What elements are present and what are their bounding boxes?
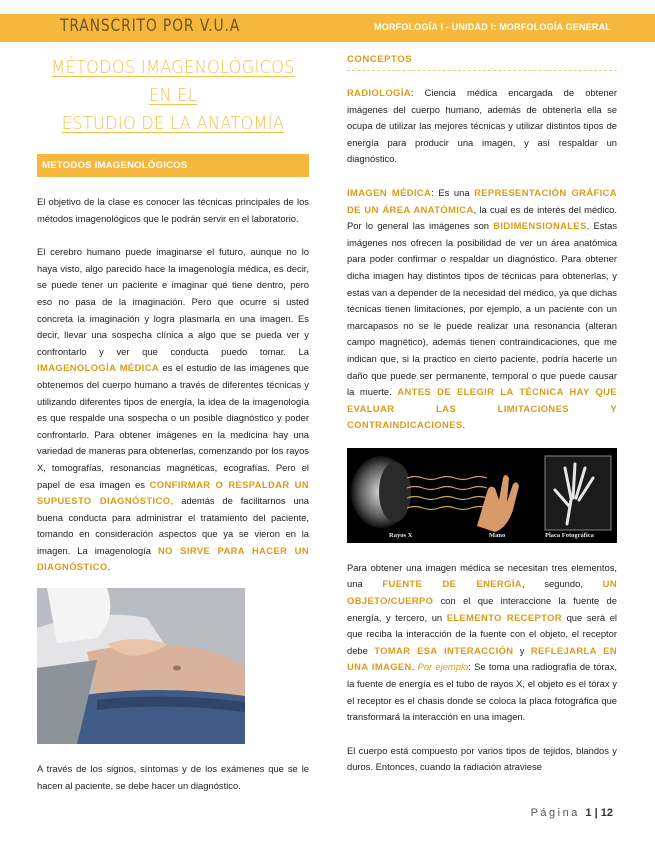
paragraph-imaging-intro xyxy=(37,244,309,576)
page-total: 12 xyxy=(600,807,613,819)
highlight-term: CONFIRMAR O RESPALDAR UN SUPUESTO DIAGNÓSTICO, xyxy=(37,478,310,507)
text-run: con el que interaccione la fuente de energía, y tercero, un xyxy=(347,595,617,623)
page-number xyxy=(531,807,613,819)
concept-radiologia xyxy=(347,85,617,168)
concept-imagen-medica xyxy=(347,185,617,434)
highlight-term: NO SIRVE PARA HACER UN DIAGNÓSTICO xyxy=(37,544,310,573)
highlight-term: UN OBJETO/CUERPO xyxy=(347,578,618,607)
text-run: , la cual es de interés del médico. Por lo general las imágenes son xyxy=(347,203,617,232)
page-current: 1 xyxy=(585,807,592,819)
text-run: Para obtener una imagen médica se necesitan tres elementos, una xyxy=(347,561,617,590)
transcriber-brand: TRANSCRITO POR V.U.A xyxy=(60,16,241,36)
abdominal-exam-photo xyxy=(37,588,245,744)
text-run: : Es una xyxy=(431,186,475,198)
left-column xyxy=(37,52,309,794)
highlight-term: IMAGENOLOGÍA MÉDICA xyxy=(37,362,160,374)
text-run: y xyxy=(513,644,531,656)
highlight-term: TOMAR ESA INTERACCIÓN xyxy=(374,644,514,656)
page-separator: | xyxy=(591,807,601,819)
text-run: . xyxy=(107,561,111,573)
title-line-2: ESTUDIO DE LA ANATOMÍA xyxy=(61,113,285,134)
highlight-term: FUENTE DE ENERGÍA xyxy=(382,578,522,590)
text-run: . Estas imágenes nos ofrecen la posibilidad de ver un área anatómica para poder confirmar o respaldar un diagnóstico. Para obtener dicha imagen hay distintos tipos de técnicas para obtenerlas, y estas van a depender de la necesidad del médico, ya que dichas técnicas tienen limitaciones, por ejemplo, a un paciente con un marcapasos no se le puede realizar una resonancia (alteran campo magnético), además tienen contraindicaciones, que me indican que, si la practico en cierto paciente, podría hacerle un daño que puede ser permanente, temporal o que puede causar la muerte. xyxy=(347,220,618,398)
highlight-term: BIDIMENSIONALES xyxy=(493,220,587,232)
running-title: MORFOLOGÍA I - UNIDAD I: MORFOLOGÍA GENERAL xyxy=(374,22,611,32)
abdominal-exam-illustration xyxy=(37,588,245,744)
highlight-term: REFLEJARLA EN UNA IMAGEN xyxy=(347,644,617,673)
highlight-term: REPRESENTACIÓN GRÁFICA DE UN ÁREA ANATÓMICA xyxy=(347,186,617,215)
text-run: que será el que reciba la interacción de la fuente con el objeto, el receptor debe xyxy=(347,611,617,656)
figure-label-rayos-x: Rayos X xyxy=(389,531,413,539)
document-title xyxy=(51,54,296,138)
highlight-term: ANTES DE ELEGIR LA TÉCNICA HAY QUE EVALUAR LAS LIMITACIONES Y CONTRAINDICACIONES xyxy=(347,386,618,431)
header-bar xyxy=(0,14,655,42)
text-run: : Ciencia médica encargada de obtener imágenes del cuerpo humano, además de obtenerla ella se ocupa de utilizar las mejores técnicas y utilizar distintos tipos de energía para producir una imagen, y así respaldar un diagnóstico. xyxy=(347,87,617,165)
example-label: Por ejemplo xyxy=(417,661,469,673)
right-column xyxy=(347,52,617,776)
text-run: . xyxy=(462,419,466,431)
concepts-heading: CONCEPTOS xyxy=(347,52,617,71)
text-run: además de facilitarnos una buena conducta para administrar el tratamiento del paciente, tomando en consideración aspectos que ya se vieron en la imagen. La imagenología xyxy=(37,495,309,556)
figure-label-placa: Placa Fotográfica xyxy=(545,531,594,539)
concept-term: RADIOLOGÍA xyxy=(347,87,411,98)
text-run: , segundo, xyxy=(521,578,603,590)
text-run: . xyxy=(411,661,418,673)
text-run: : Se toma una radiografía de tórax, la fuente de energía es el tubo de rayos X, el objeto es el tórax y el receptor es el chasis donde se coloca la placa fotográfica que transformará la interacción en una imagen. xyxy=(347,661,617,723)
paragraph-diagnosis: A través de los signos, síntomas y de los exámenes que se le hacen al paciente, se debe hacer un diagnóstico. xyxy=(37,763,309,791)
concept-term: IMAGEN MÉDICA xyxy=(347,186,432,198)
text-run: es el estudio de las imágenes que obtenemos del cuerpo humano a través de diferentes técnicas y utilizando diferentes tipos de energía, la idea de la imagenología es que respalde una sospecha o un posible diagnóstico y poder confrontarlo. Para obtener imágenes en la medicina hay una variedad de maneras para obtenerlas, comenzando por los rayos X, tomografías, resonancias magnéticas, ecografías. Pero el papel de esa imagen es xyxy=(37,362,309,490)
text-run: El cerebro humano puede imaginarse el futuro, aunque no lo haya visto, algo parecido hace la imagenología médica, es decir, se puede tener un paciente e imaginar qué tiene dentro, pero eso no pasa de la imaginación. Pero que ocurre si usted concreta la imaginación y logra plasmarla en una imagen. Es decir, llevar una sospecha clínica a algo que se pueda ver y confrontarlo y ver que conducta puedo tomar. La xyxy=(37,246,309,357)
xray-diagram-figure xyxy=(347,448,617,543)
paragraph-three-elements xyxy=(347,560,617,726)
highlight-term: ELEMENTO RECEPTOR xyxy=(446,611,562,623)
page-word: Página xyxy=(530,807,580,819)
section-heading: METODOS IMAGENOLÓGICOS xyxy=(37,154,309,177)
paragraph-objective: El objetivo de la clase es conocer las técnicas principales de los métodos imagenológicos que le podrán servir en el laboratorio. xyxy=(37,196,309,224)
figure-label-mano: Mano xyxy=(489,531,506,539)
title-line-1: MÉTODOS IMAGENOLÓGICOS EN EL xyxy=(51,57,295,106)
paragraph-tissues: El cuerpo está compuesto por varios tipos de tejidos, blandos y duros. Entonces, cuando la radiación atraviese xyxy=(347,744,617,773)
xray-setup-illustration xyxy=(347,448,617,543)
